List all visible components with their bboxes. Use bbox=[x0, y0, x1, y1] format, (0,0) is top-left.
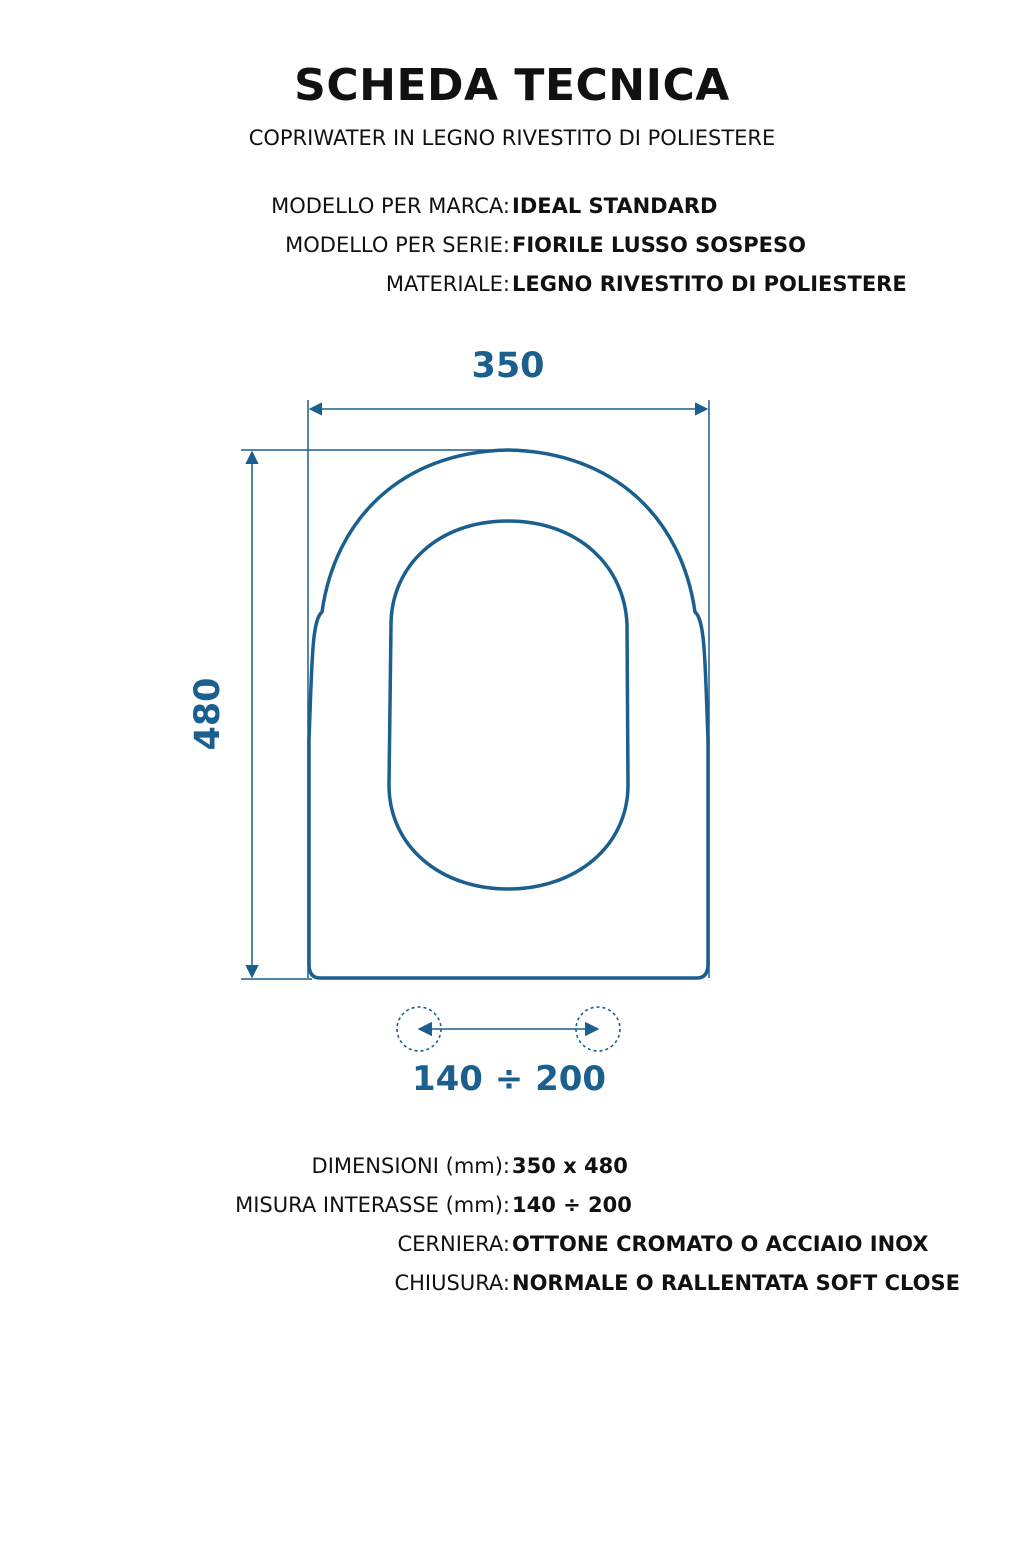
spec-value: FIORILE LUSSO SOSPESO bbox=[512, 233, 806, 257]
spec-value: IDEAL STANDARD bbox=[512, 194, 718, 218]
interaxis-label: 140 ÷ 200 bbox=[411, 1059, 607, 1099]
spec-row-closing bbox=[0, 1271, 1024, 1301]
seat-inner-opening bbox=[389, 521, 628, 889]
spec-label: MODELLO PER MARCA: bbox=[271, 194, 510, 218]
spec-label: DIMENSIONI (mm): bbox=[311, 1154, 510, 1178]
page-subtitle: COPRIWATER IN LEGNO RIVESTITO DI POLIESTERE bbox=[248, 126, 776, 150]
spec-row-hinge bbox=[0, 1232, 1024, 1262]
spec-row-dimensions bbox=[0, 1154, 1024, 1184]
spec-value: LEGNO RIVESTITO DI POLIESTERE bbox=[512, 272, 907, 296]
spec-value: OTTONE CROMATO O ACCIAIO INOX bbox=[512, 1232, 929, 1256]
spec-value: 140 ÷ 200 bbox=[512, 1193, 632, 1217]
seat-outer-outline bbox=[309, 450, 708, 978]
spec-label: CHIUSURA: bbox=[394, 1271, 510, 1295]
interaxis-dimension bbox=[397, 1007, 620, 1099]
spec-label: MISURA INTERASSE (mm): bbox=[235, 1193, 510, 1217]
spec-label: CERNIERA: bbox=[397, 1232, 510, 1256]
spec-label: MODELLO PER SERIE: bbox=[285, 233, 510, 257]
spec-value: 350 x 480 bbox=[512, 1154, 628, 1178]
spec-label: MATERIALE: bbox=[385, 272, 510, 296]
width-label: 350 bbox=[471, 346, 545, 386]
spec-value: NORMALE O RALLENTATA SOFT CLOSE bbox=[512, 1271, 960, 1295]
page-title: SCHEDA TECNICA bbox=[294, 60, 730, 111]
width-dimension bbox=[308, 346, 709, 978]
height-label: 480 bbox=[188, 677, 228, 751]
spec-row-interaxis bbox=[0, 1193, 1024, 1223]
